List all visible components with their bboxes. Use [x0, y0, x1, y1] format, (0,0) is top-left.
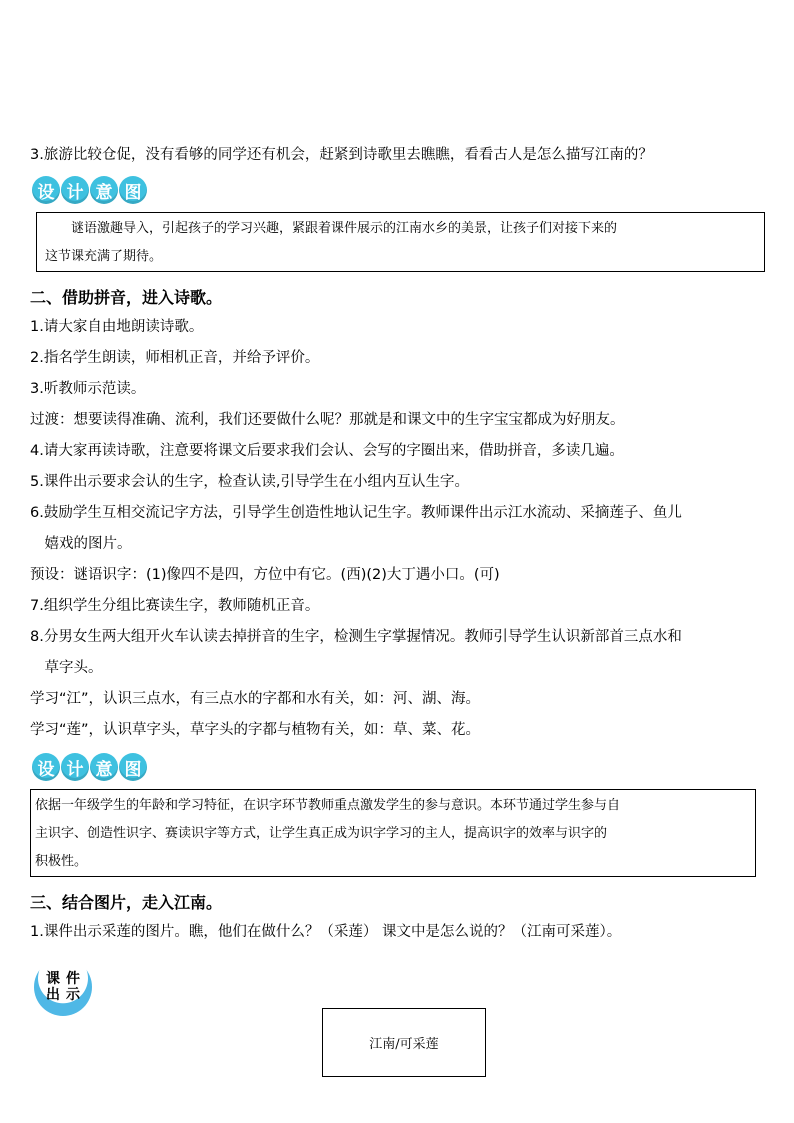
design-intent-2-line2: 主识字、创造性识字、赛读识字等方式，让学生真正成为识字学习的主人，提高识字的效率与识字的	[35, 826, 608, 841]
design-intent-badge	[32, 753, 147, 781]
badge-char: 意	[90, 753, 118, 781]
badge-char: 计	[61, 753, 89, 781]
badge-char: 设	[32, 753, 60, 781]
badge-char: 设	[32, 176, 60, 204]
badge-char: 图	[119, 753, 147, 781]
design-intent-box-1	[36, 212, 765, 272]
section-2-line: 嬉戏的图片。	[30, 536, 132, 552]
courseware-display-box	[322, 1008, 486, 1077]
section-2-line: 草字头。	[30, 660, 103, 676]
item-3-travel: 3.旅游比较仓促，没有看够的同学还有机会，赶紧到诗歌里去瞧瞧，看看古人是怎么描写江南的？	[30, 147, 653, 163]
section-2-heading: 二、借助拼音，进入诗歌。	[30, 288, 223, 307]
section-2-line: 4.请大家再读诗歌，注意要将课文后要求我们会认、会写的字圈出来，借助拼音，多读几遍。	[30, 443, 624, 459]
courseware-badge	[34, 958, 92, 1016]
section-2-line: 学习“江”，认识三点水，有三点水的字都和水有关，如：河、湖、海。	[30, 691, 481, 707]
design-intent-2-line1: 依据一年级学生的年龄和学习特征，在识字环节教师重点激发学生的参与意识。本环节通过学生参与自	[35, 798, 621, 813]
design-intent-box-2	[30, 789, 756, 877]
badge-char: 计	[61, 176, 89, 204]
section-2-line: 8.分男女生两大组开火车认读去掉拼音的生字，检测生字掌握情况。教师引导学生认识新部首三点水和	[30, 629, 682, 645]
design-intent-2-line3: 积极性。	[35, 854, 88, 869]
section-2-line: 6.鼓励学生互相交流记字方法，引导学生创造性地认记生字。教师课件出示江水流动、采摘莲子、鱼儿	[30, 505, 682, 521]
design-intent-badge	[32, 176, 147, 204]
section-2-line: 2.指名学生朗读，师相机正音，并给予评价。	[30, 350, 320, 366]
badge-char: 图	[119, 176, 147, 204]
section-2-line: 学习“莲”，认识草字头，草字头的字都与植物有关，如：草、菜、花。	[30, 722, 481, 738]
section-2-line: 3.听教师示范读。	[30, 381, 146, 397]
section-2-line: 预设：谜语识字：(1)像四不是四，方位中有它。(西)(2)大丁遇小口。(可)	[30, 567, 500, 583]
section-2-line: 7.组织学生分组比赛读生字，教师随机正音。	[30, 598, 320, 614]
courseware-badge-row2: 出示	[46, 987, 86, 1003]
section-2-line: 5.课件出示要求会认的生字，检查认读,引导学生在小组内互认生字。	[30, 474, 469, 490]
section-3-line: 1.课件出示采莲的图片。瞧，他们在做什么？（采莲） 课文中是怎么说的？（江南可采莲）。	[30, 924, 622, 940]
design-intent-1-line1: 谜语激趣导入，引起孩子的学习兴趣，紧跟着课件展示的江南水乡的美景，让孩子们对接下来的	[45, 221, 618, 236]
design-intent-1-line2: 这节课充满了期待。	[45, 249, 163, 264]
courseware-text: 江南/可采莲	[369, 1037, 439, 1052]
badge-char: 意	[90, 176, 118, 204]
section-2-line: 1.请大家自由地朗读诗歌。	[30, 319, 204, 335]
section-3-heading: 三、结合图片，走入江南。	[30, 893, 223, 912]
section-2-line: 过渡：想要读得准确、流利，我们还要做什么呢？那就是和课文中的生字宝宝都成为好朋友。	[30, 412, 625, 428]
courseware-badge-row1: 课件	[46, 971, 86, 987]
